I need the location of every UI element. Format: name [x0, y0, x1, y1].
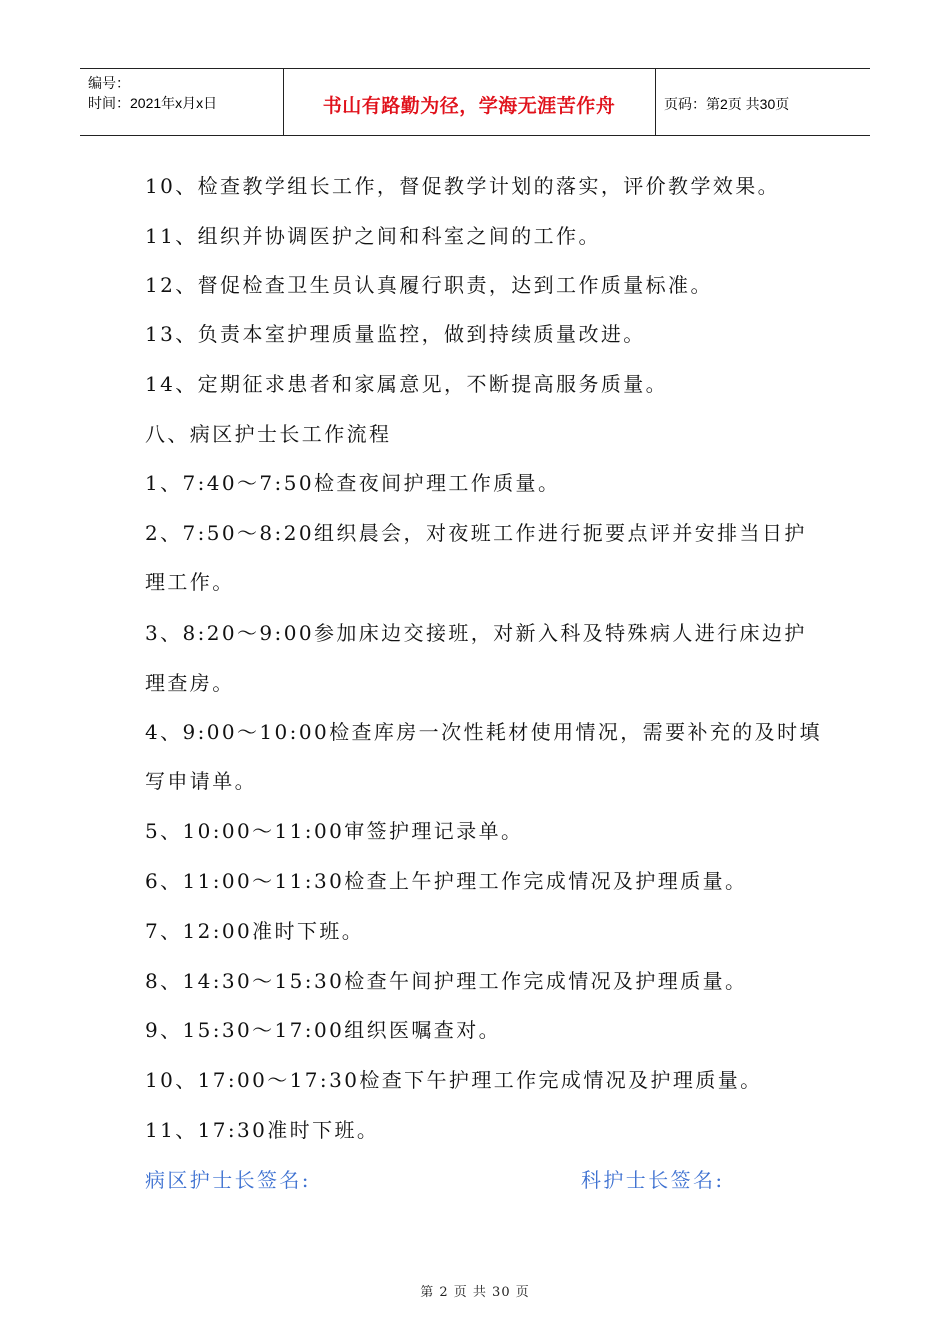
header-meta [88, 73, 217, 113]
section-heading: 八、病区护士长工作流程 [145, 422, 392, 446]
body-line: 8、14:30～15:30检查午间护理工作完成情况及护理质量。 [145, 969, 748, 993]
body-line: 11、17:30准时下班。 [145, 1118, 380, 1142]
header-divider-right [655, 69, 656, 136]
header-page-info: 页码：第2页 共30页 [664, 96, 790, 112]
body-line: 1、7:40～7:50检查夜间护理工作质量。 [145, 471, 561, 495]
body-line: 3、8:20～9:00参加床边交接班，对新入科及特殊病人进行床边护 [145, 621, 807, 645]
ward-head-nurse-signature: 病区护士长签名: [145, 1168, 311, 1192]
body-line: 理工作。 [145, 570, 235, 594]
body-line: 理查房。 [145, 671, 235, 695]
body-line: 6、11:00～11:30检查上午护理工作完成情况及护理质量。 [145, 869, 748, 893]
body-line: 11、组织并协调医护之间和科室之间的工作。 [145, 224, 601, 248]
body-line: 9、15:30～17:00组织医嘱查对。 [145, 1018, 501, 1042]
body-line: 7、12:00准时下班。 [145, 919, 365, 943]
body-line: 2、7:50～8:20组织晨会，对夜班工作进行扼要点评并安排当日护 [145, 521, 807, 545]
body-line: 10、17:00～17:30检查下午护理工作完成情况及护理质量。 [145, 1068, 763, 1092]
body-line: 10、检查教学组长工作，督促教学计划的落实，评价教学效果。 [145, 174, 781, 198]
header-date-label: 时间：2021年x月x日 [88, 95, 218, 111]
dept-head-nurse-signature: 科护士长签名: [581, 1168, 725, 1192]
body-line: 4、9:00～10:00检查库房一次性耗材使用情况，需要补充的及时填 [145, 720, 822, 744]
body-line: 5、10:00～11:00审签护理记录单。 [145, 819, 524, 843]
body-line: 写申请单。 [145, 769, 257, 793]
body-line: 13、负责本室护理质量监控，做到持续质量改进。 [145, 322, 646, 346]
page-header [80, 68, 870, 136]
header-motto: 书山有路勤为径，学海无涯苦作舟 [322, 95, 616, 117]
body-line: 14、定期征求患者和家属意见，不断提高服务质量。 [145, 372, 669, 396]
header-number-label: 编号： [88, 75, 130, 91]
page-footer: 第 2 页 共 30 页 [420, 1285, 530, 1300]
body-line: 12、督促检查卫生员认真履行职责，达到工作质量标准。 [145, 273, 713, 297]
